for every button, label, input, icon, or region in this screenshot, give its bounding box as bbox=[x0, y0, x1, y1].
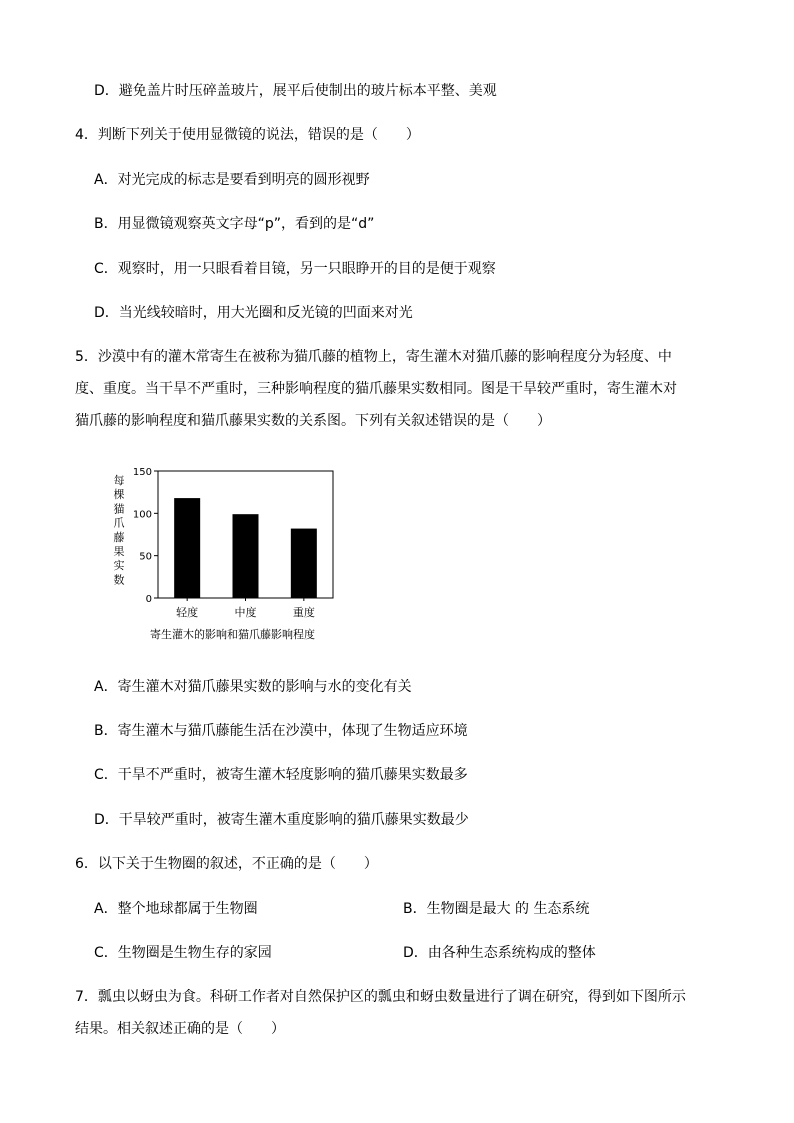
x-tick-label: 轻度 bbox=[176, 606, 199, 619]
y-tick-label: 50 bbox=[139, 551, 152, 563]
bar-3 bbox=[291, 529, 317, 598]
chart-svg bbox=[100, 458, 350, 648]
y-tick-label: 100 bbox=[132, 509, 152, 521]
q5-stem-line-2: 度、重度。当干旱不严重时，三种影响程度的猫爪藤果实数相同。图是干旱较严重时，寄生灌木对 bbox=[75, 381, 677, 397]
bar-2 bbox=[233, 514, 259, 598]
bar-1 bbox=[174, 498, 200, 598]
q5-bar-chart bbox=[100, 458, 350, 648]
q7-stem-line-2: 结果。相关叙述正确的是（ ） bbox=[75, 1021, 285, 1037]
q3-option-d: D．避免盖片时压碎盖玻片，展平后使制出的玻片标本平整、美观 bbox=[94, 83, 497, 99]
q6-option-a: A．整个地球都属于生物圈 bbox=[94, 901, 258, 917]
q6-option-d: D．由各种生态系统构成的整体 bbox=[403, 945, 596, 961]
q4-option-b: B．用显微镜观察英文字母“p”，看到的是“d” bbox=[94, 216, 375, 232]
q7-stem-line-1: 7．瓢虫以蚜虫为食。科研工作者对自然保护区的瓢虫和蚜虫数量进行了调在研究，得到如下图所示 bbox=[75, 989, 686, 1005]
q6-option-c: C．生物圈是生物生存的家园 bbox=[94, 945, 272, 961]
q5-stem-line-1: 5．沙漠中有的灌木常寄生在被称为猫爪藤的植物上，寄生灌木对猫爪藤的影响程度分为轻度、中 bbox=[75, 349, 672, 365]
q6-stem: 6．以下关于生物圈的叙述，不正确的是（ ） bbox=[75, 856, 378, 872]
q4-option-a: A．对光完成的标志是要看到明亮的圆形视野 bbox=[94, 172, 370, 188]
x-axis-label: 寄生灌木的影响和猫爪藤影响程度 bbox=[150, 628, 315, 641]
q5-option-c: C．干旱不严重时，被寄生灌木轻度影响的猫爪藤果实数最多 bbox=[94, 767, 468, 783]
q5-option-a: A．寄生灌木对猫爪藤果实数的影响与水的变化有关 bbox=[94, 679, 412, 695]
q5-stem-line-3: 猫爪藤的影响程度和猫爪藤果实数的关系图。下列有关叙述错误的是（ ） bbox=[75, 413, 551, 429]
q4-option-c: C．观察时，用一只眼看着目镜，另一只眼睁开的目的是便于观察 bbox=[94, 261, 496, 277]
y-tick-label: 150 bbox=[132, 467, 152, 478]
q5-option-b: B．寄生灌木与猫爪藤能生活在沙漠中，体现了生物适应环境 bbox=[94, 723, 468, 739]
q5-option-d: D．干旱较严重时，被寄生灌木重度影响的猫爪藤果实数最少 bbox=[94, 812, 469, 828]
y-axis-label: 每棵猫爪藤果实数 bbox=[113, 474, 125, 587]
q4-stem: 4．判断下列关于使用显微镜的说法，错误的是（ ） bbox=[75, 127, 420, 143]
x-tick-label: 重度 bbox=[292, 606, 315, 619]
x-tick-label: 中度 bbox=[234, 606, 257, 619]
y-tick-label: 0 bbox=[145, 594, 152, 605]
q4-option-d: D．当光线较暗时，用大光圈和反光镜的凹面来对光 bbox=[94, 305, 413, 321]
q6-option-b: B．生物圈是最大 的 生态系统 bbox=[403, 901, 590, 917]
